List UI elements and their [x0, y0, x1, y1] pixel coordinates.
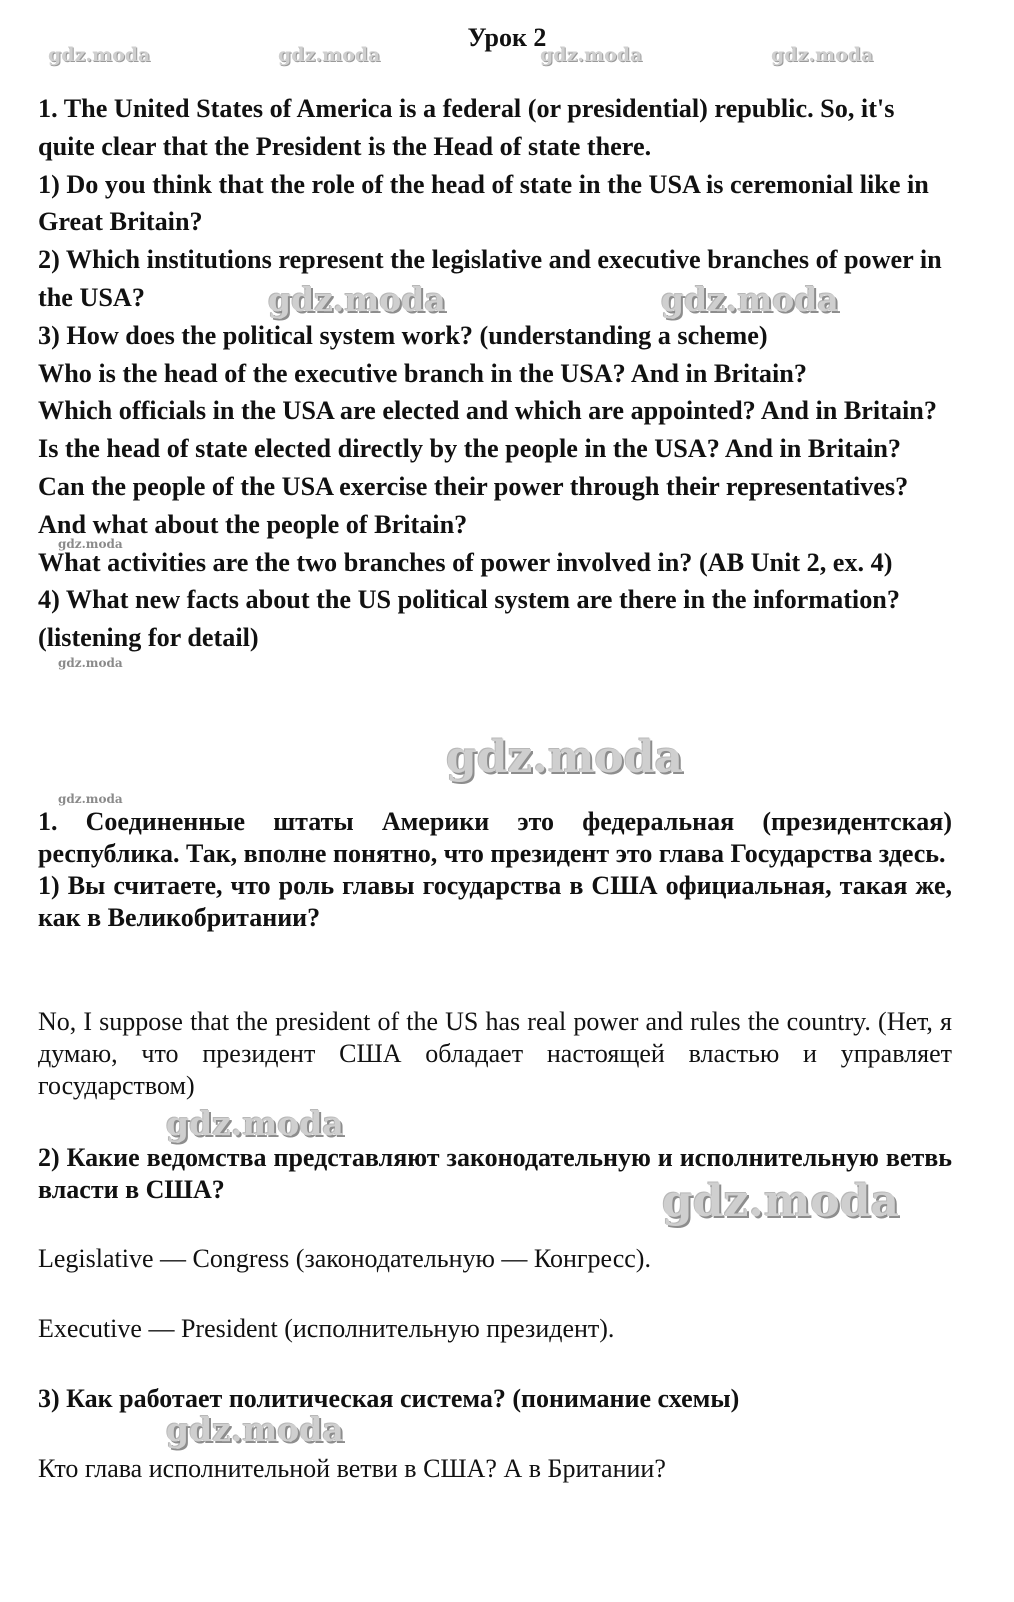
russian-intro — [38, 806, 952, 934]
sub-question-ru: Кто глава исполнительной ветви в США? А в Британии? — [38, 1454, 666, 1483]
answer-1 — [38, 1006, 952, 1102]
question-2-ru: 2) Какие ведомства представляют законодательную и исполнительную ветвь власти в США? — [38, 1143, 952, 1204]
watermark: gdz.moda — [278, 44, 381, 66]
intro-paragraph-ru: 1. Соединенные штаты Америки это федеральная (президентская) республика. Так, вполне понятно, что президент это глава Государства здесь. — [38, 807, 952, 868]
watermark: gdz.moda — [48, 44, 151, 66]
watermark: gdz.moda — [58, 537, 123, 551]
answer-1-text: No, I suppose that the president of the US has real power and rules the country. (Нет, я думаю, что президент США обладает настоящей властью и управляет государством) — [38, 1007, 952, 1100]
question-2: 2) Which institutions represent the legislative and executive branches of power in the USA? — [38, 245, 942, 312]
watermark: gdz.moda — [446, 732, 684, 783]
watermark: gdz.moda — [540, 44, 643, 66]
watermark: gdz.moda — [58, 656, 123, 670]
question-1-ru: 1) Вы считаете, что роль главы государства в США официальная, такая же, как в Великобритании? — [38, 871, 952, 932]
sub-question: Is the head of state elected directly by the people in the USA? And in Britain? — [38, 434, 901, 464]
question-2-ru-block — [38, 1142, 952, 1206]
question-3-ru: 3) Как работает политическая система? (понимание схемы) — [38, 1384, 740, 1413]
watermark: gdz.moda — [662, 1176, 900, 1227]
sub-question: Which officials in the USA are elected and which are appointed? And in Britain? — [38, 396, 937, 426]
sub-question: What activities are the two branches of power involved in? (AB Unit 2, ex. 4) — [38, 547, 893, 577]
answer-2-executive: Executive — President (исполнительную президент). — [38, 1314, 615, 1343]
page-title: Урок 2 — [467, 23, 547, 52]
watermark: gdz.moda — [58, 792, 123, 806]
sub-question: Who is the head of the executive branch in the USA? And in Britain? — [38, 358, 807, 388]
watermark: gdz.moda — [268, 280, 446, 319]
english-questions — [38, 90, 952, 657]
question-3: 3) How does the political system work? (understanding a scheme) — [38, 320, 768, 350]
watermark: gdz.moda — [771, 44, 874, 66]
answer-2-legislative: Legislative — Congress (законодательную — Конгресс). — [38, 1244, 651, 1273]
sub-question: Can the people of the USA exercise their power through their representatives? And what about the people of Britain? — [38, 471, 909, 539]
intro-paragraph: 1. The United States of America is a federal (or presidential) republic. So, it's quite clear that the President is the Head of state there. — [38, 94, 895, 161]
watermark: gdz.moda — [166, 1104, 344, 1143]
watermark: gdz.moda — [661, 280, 839, 319]
question-1: 1) Do you think that the role of the head of state in the USA is ceremonial like in Great Britain? — [38, 169, 929, 237]
question-4: 4) What new facts about the US political system are there in the information? (listening for detail) — [38, 585, 900, 653]
watermark: gdz.moda — [166, 1410, 344, 1449]
